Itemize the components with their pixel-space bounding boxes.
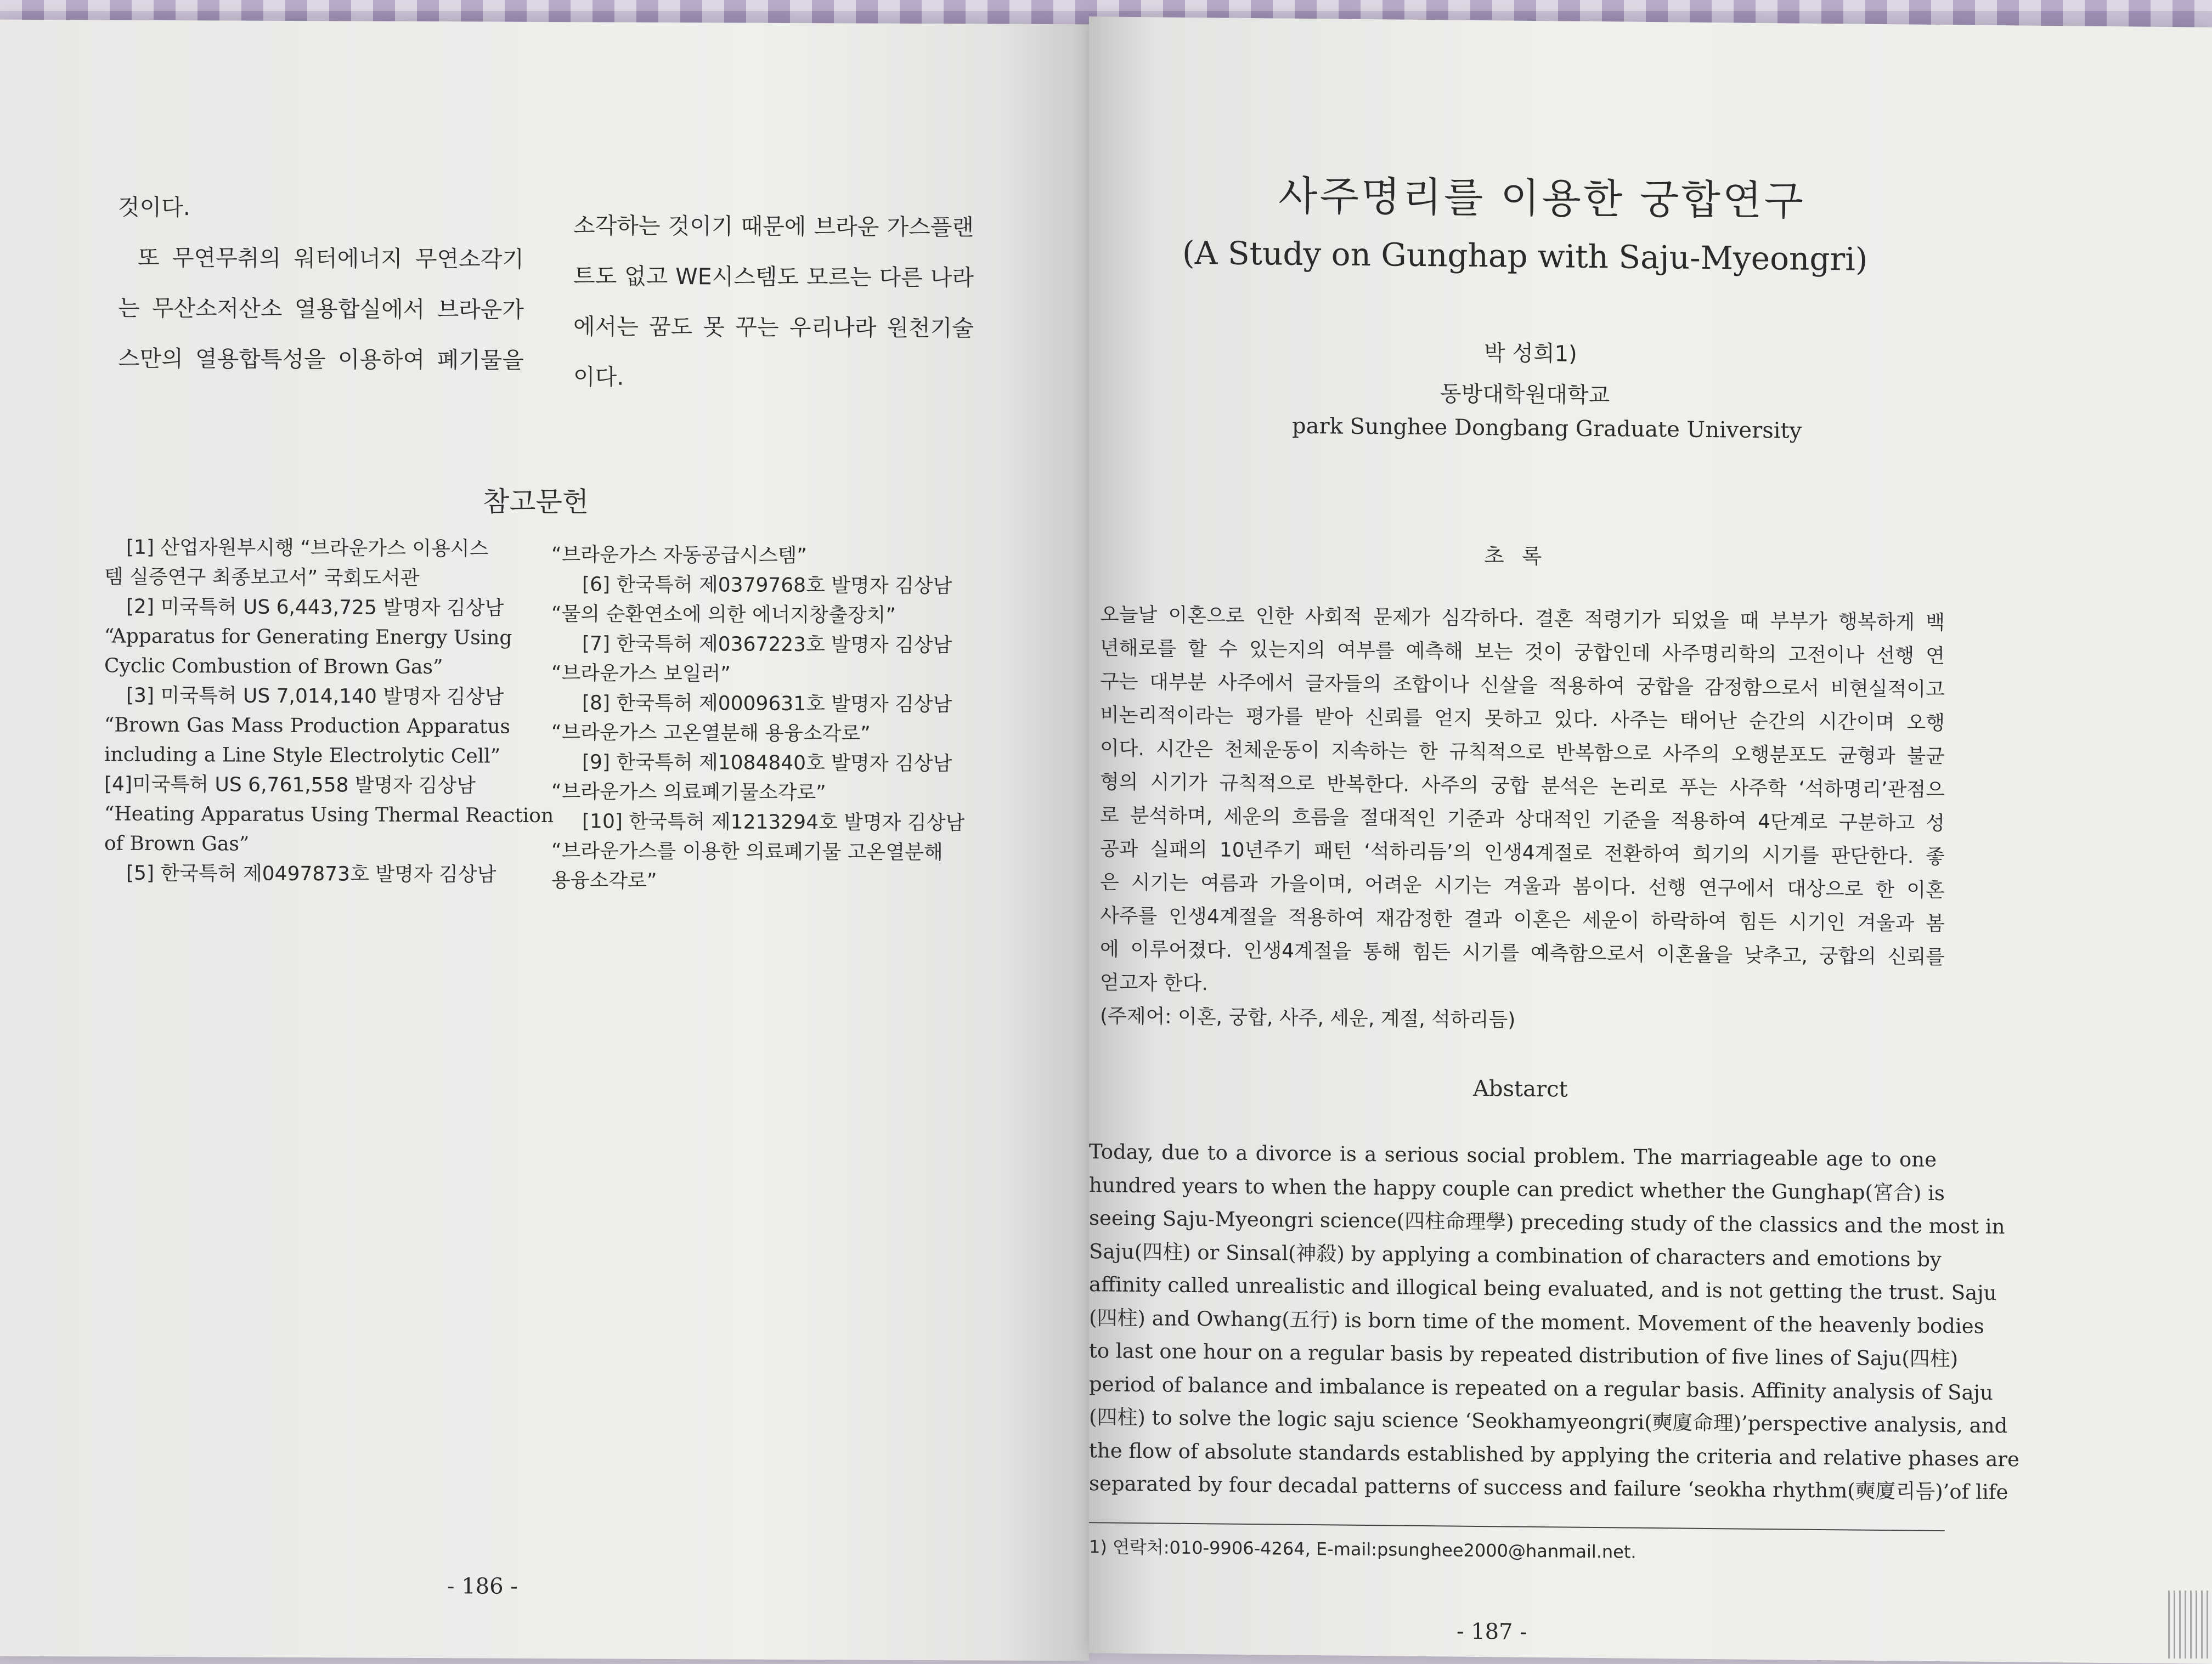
abstract-korean-line: 이다. 시간은 천체운동이 지속하는 한 규칙적으로 반복함으로 사주의 오행분포도 균형과 불균 <box>1100 737 1945 768</box>
reference-line: “브라운가스 보일러” <box>551 662 731 686</box>
abstract-english-line: affinity called unrealistic and illogical being evaluated, and is not getting the trust. Saju <box>1089 1272 1997 1305</box>
page-edges <box>2168 1591 2212 1659</box>
reference-line: [1] 산업자원부시행 “브라운가스 이용시스 <box>126 536 489 561</box>
abstract-english-line: the flow of absolute standards established by applying the criteria and relative phases are <box>1089 1438 2019 1471</box>
reference-line: “브라운가스를 이용한 의료폐기물 고온열분해 <box>551 840 943 864</box>
abstract-korean-line: 형의 시기가 규칙적으로 반복한다. 사주의 궁합 분석은 논리로 푸는 사주학 ‘석하명리’관점으 <box>1100 771 1945 802</box>
abstract-korean-line: 로 분석하며, 세운의 흐름을 절대적인 기준과 상대적인 기준을 적용하여 4단계로 구분하고 성 <box>1100 804 1945 835</box>
reference-line: 템 실증연구 최종보고서” 국회도서관 <box>104 565 420 590</box>
footnote: 1) 연락처:010-9906-4264, E-mail:psunghee2000@hanmail.net. <box>1089 1536 1637 1563</box>
reference-line: of Brown Gas” <box>104 832 250 856</box>
left-col1-line: 것이다. <box>118 194 190 221</box>
left-col2-line: 에서는 꿈도 못 꾸는 우리나라 원천기술 <box>573 313 974 342</box>
left-col1-line: 는 무산소저산소 열용합실에서 브라운가 <box>118 295 524 323</box>
left-col2-line: 소각하는 것이기 때문에 브라운 가스플랜 <box>573 212 974 241</box>
abstract-english-line: (四柱) to solve the logic saju science ‘Seokhamyeongri(奭廈命理)’perspective analysis, and <box>1089 1405 2008 1438</box>
reference-line: “Brown Gas Mass Production Apparatus <box>104 714 510 738</box>
author-affiliation-korean: 동방대학원대학교 <box>1440 381 1610 409</box>
reference-line: [2] 미국특허 US 6,443,725 발명자 김상남 <box>126 595 504 620</box>
reference-line: [5] 한국특허 제0497873호 발명자 김상남 <box>126 862 496 886</box>
author-affiliation-english: park Sunghee Dongbang Graduate University <box>1292 413 1802 444</box>
abstract-english-line: separated by four decadal patterns of success and failure ‘seokha rhythm(奭廈리듬)’of life <box>1089 1471 2008 1504</box>
abstract-korean-line: 년해로를 할 수 있는지의 여부를 예측해 보는 것이 궁합인데 사주명리학의 고전이나 선행 연 <box>1100 637 1945 668</box>
abstract-english-body <box>1089 1135 2019 1508</box>
abstract-korean-line: 오늘날 이혼으로 인한 사회적 문제가 심각하다. 결혼 적령기가 되었을 때 부부가 행복하게 백 <box>1100 603 1945 635</box>
left-col2-line: 트도 없고 WE시스템도 모르는 다른 나라 <box>573 263 974 291</box>
paper-title-english: (A Study on Gunghap with Saju-Myeongri) <box>1182 234 1868 278</box>
abstract-korean-heading: 초 록 <box>1484 544 1548 569</box>
abstract-english-heading: Abstarct <box>1473 1076 1568 1102</box>
reference-line: “물의 순환연소에 의한 에너지창출장치” <box>551 603 896 627</box>
reference-line: “Apparatus for Generating Energy Using <box>104 625 512 649</box>
reference-line: [10] 한국특허 제1213294호 발명자 김상남 <box>582 810 965 835</box>
author-name: 박 성희1) <box>1484 341 1577 367</box>
reference-line: including a Line Style Electrolytic Cell” <box>104 743 501 768</box>
keywords: (주제어: 이혼, 궁합, 사주, 세운, 계절, 석하리듬) <box>1100 1005 1516 1032</box>
reference-line: [4]미국특허 US 6,761,558 발명자 김상남 <box>104 773 476 797</box>
abstract-korean-line: 얻고자 한다. <box>1100 971 1208 995</box>
left-col1-text <box>118 182 524 386</box>
reference-line: [3] 미국특허 US 7,014,140 발명자 김상남 <box>126 684 504 709</box>
references-col2 <box>551 540 968 897</box>
reference-line: [9] 한국특허 제1084840호 발명자 김상남 <box>582 751 952 776</box>
abstract-korean-line: 사주를 인생4계절을 적용하여 재감정한 결과 이혼은 세운이 하락하여 힘든 시기인 겨울과 봄 <box>1100 904 1945 936</box>
left-col2-line: 이다. <box>573 364 624 390</box>
abstract-korean-line: 공과 실패의 10년주기 패턴 ‘석하리듬’의 인생4계절로 전환하여 희기의 시기를 판단한다. 좋 <box>1100 837 1945 869</box>
references-col1 <box>104 533 554 890</box>
abstract-english-line: to last one hour on a regular basis by repeated distribution of five lines of Saju(四柱) <box>1089 1339 1959 1371</box>
reference-line: “브라운가스 자동공급시스템” <box>551 544 808 568</box>
left-col2-text <box>573 200 974 404</box>
right-page <box>1089 16 2212 1664</box>
paper-title-korean: 사주명리를 이용한 궁합연구 <box>1278 172 1805 225</box>
reference-line: “브라운가스 고온열분해 용융소각로” <box>551 721 871 745</box>
abstract-korean-line: 에 이루어졌다. 인생4계절을 통해 힘든 시기를 예측함으로서 이혼율을 낮추고, 궁합의 신뢰를 <box>1100 938 1945 969</box>
abstract-english-line: Saju(四柱) or Sinsal(神殺) by applying a combination of characters and emotions by <box>1089 1239 1942 1271</box>
reference-line: 용융소각로” <box>551 869 657 892</box>
references-heading: 참고문헌 <box>483 485 589 518</box>
abstract-english-line: hundred years to when the happy couple can predict whether the Gunghap(宮合) is <box>1089 1173 1945 1205</box>
abstract-korean-line: 구는 대부분 사주에서 글자들의 조합이나 신살을 적용하여 궁합을 감정함으로서 비현실적이고 <box>1100 670 1945 701</box>
left-page <box>0 20 1089 1661</box>
abstract-english-line: period of balance and imbalance is repeated on a regular basis. Affinity analysis of Saju <box>1089 1372 1993 1405</box>
left-col1-line: 스만의 열용합특성을 이용하여 폐기물을 <box>118 345 524 373</box>
page-number-right: - 187 - <box>1457 1618 1527 1645</box>
reference-line: [7] 한국특허 제0367223호 발명자 김상남 <box>582 632 952 657</box>
abstract-english-line: Today, due to a divorce is a serious social problem. The marriageable age to one <box>1089 1140 1937 1172</box>
page-number-left: - 186 - <box>447 1574 518 1599</box>
reference-line: Cyclic Combustion of Brown Gas” <box>104 654 443 679</box>
abstract-english-line: (四柱) and Owhang(五行) is born time of the moment. Movement of the heavenly bodies <box>1089 1305 1984 1338</box>
reference-line: “Heating Apparatus Using Thermal Reaction <box>104 802 554 828</box>
reference-line: [6] 한국특허 제0379768호 발명자 김상남 <box>582 573 952 598</box>
abstract-korean-line: 비논리적이라는 평가를 받아 신뢰를 얻지 못하고 있다. 사주는 태어난 순간의 시간이며 오행 <box>1100 704 1945 735</box>
reference-line: “브라운가스 의료폐기물소각로” <box>551 780 826 805</box>
reference-line: [8] 한국특허 제0009631호 발명자 김상남 <box>582 692 952 716</box>
abstract-korean-body <box>1100 598 1945 1041</box>
abstract-english-line: seeing Saju-Myeongri science(四柱命理學) preceding study of the classics and the most in <box>1089 1206 2005 1239</box>
footnote-divider <box>1089 1522 1945 1531</box>
left-col1-line: 또 무연무취의 워터에너지 무연소각기 <box>138 244 524 273</box>
abstract-korean-line: 은 시기는 여름과 가을이며, 어려운 시기는 겨울과 봄이다. 선행 연구에서 대상으로 한 이혼 <box>1100 871 1945 902</box>
